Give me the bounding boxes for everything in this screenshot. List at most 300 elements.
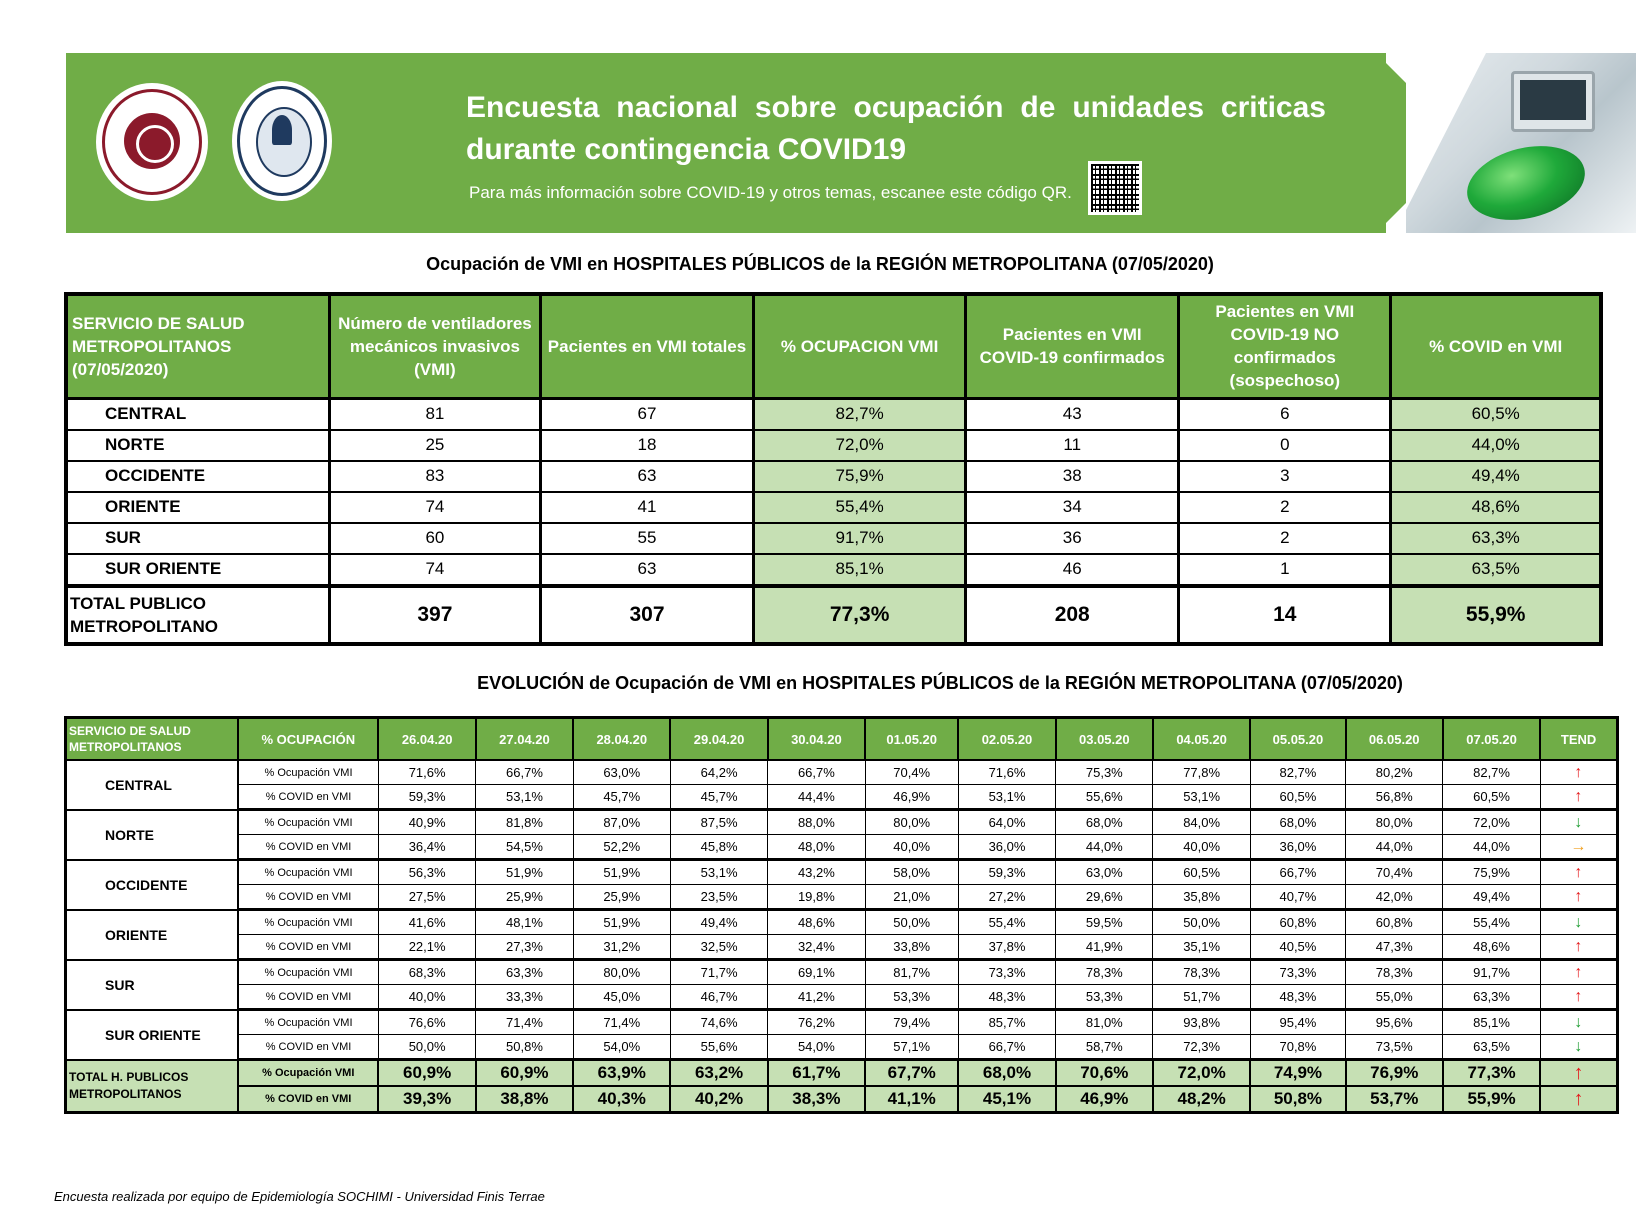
- table-row: [66, 523, 1601, 554]
- table-row: [66, 492, 1601, 523]
- table-cell: 1: [1179, 554, 1391, 586]
- table-cell: 3: [1179, 461, 1391, 492]
- value-cell: 63,9%: [573, 1060, 670, 1087]
- value-cell: 88,0%: [768, 810, 865, 835]
- value-cell: 82,7%: [1443, 760, 1540, 785]
- value-cell: 40,0%: [1153, 835, 1250, 860]
- table-cell: 74: [329, 492, 540, 523]
- trend-arrow-icon: ↑: [1574, 863, 1583, 881]
- value-cell: 53,1%: [670, 860, 767, 885]
- table-cell: 18: [540, 430, 753, 461]
- service-name: ORIENTE: [66, 492, 329, 523]
- value-cell: 38,8%: [476, 1086, 573, 1113]
- value-cell: 43,2%: [768, 860, 865, 885]
- value-cell: 95,6%: [1346, 1010, 1443, 1035]
- trend-cell: [1540, 935, 1617, 960]
- value-cell: 80,0%: [573, 960, 670, 985]
- value-cell: 40,7%: [1250, 885, 1345, 910]
- value-cell: 23,5%: [670, 885, 767, 910]
- value-cell: 84,0%: [1153, 810, 1250, 835]
- total-row: [66, 1086, 1618, 1113]
- value-cell: 95,4%: [1250, 1010, 1345, 1035]
- metric-label: % Ocupación VMI: [238, 910, 378, 935]
- table1-header: Pacientes en VMI COVID-19 NO confirmados (sospechoso): [1179, 294, 1391, 398]
- value-cell: 59,3%: [958, 860, 1055, 885]
- value-cell: 53,1%: [1153, 785, 1250, 810]
- table-cell: 85,1%: [754, 554, 966, 586]
- table-cell: 44,0%: [1391, 430, 1601, 461]
- table-row: [66, 398, 1601, 430]
- value-cell: 71,4%: [573, 1010, 670, 1035]
- value-cell: 36,4%: [378, 835, 475, 860]
- table-row: [66, 1010, 1618, 1035]
- value-cell: 45,0%: [573, 985, 670, 1010]
- trend-header: TEND: [1540, 718, 1617, 761]
- value-cell: 87,0%: [573, 810, 670, 835]
- table-row: [66, 985, 1618, 1010]
- table1-header: SERVICIO DE SALUD METROPOLITANOS (07/05/2020): [66, 294, 329, 398]
- value-cell: 56,3%: [378, 860, 475, 885]
- sochimi-logo: [96, 83, 208, 201]
- service-name: SUR: [66, 960, 239, 1010]
- value-cell: 71,6%: [958, 760, 1055, 785]
- table-cell: 43: [966, 398, 1179, 430]
- table-row: [66, 554, 1601, 586]
- value-cell: 53,3%: [1056, 985, 1153, 1010]
- value-cell: 80,2%: [1346, 760, 1443, 785]
- table-cell: 63: [540, 461, 753, 492]
- total-cell: 14: [1179, 586, 1391, 644]
- table2-header-service: SERVICIO DE SALUD METROPOLITANOS: [66, 718, 239, 761]
- value-cell: 75,9%: [1443, 860, 1540, 885]
- trend-cell: [1540, 1086, 1617, 1113]
- value-cell: 60,9%: [378, 1060, 475, 1087]
- value-cell: 77,8%: [1153, 760, 1250, 785]
- value-cell: 60,8%: [1346, 910, 1443, 935]
- metric-label: % Ocupación VMI: [238, 860, 378, 885]
- table2-title: EVOLUCIÓN de Ocupación de VMI en HOSPITALES PÚBLICOS de la REGIÓN METROPOLITANA (07/05/2020): [477, 673, 1403, 693]
- table-cell: 49,4%: [1391, 461, 1601, 492]
- table-row: [66, 860, 1618, 885]
- value-cell: 35,1%: [1153, 935, 1250, 960]
- total-cell: 77,3%: [754, 586, 966, 644]
- total-cell: 307: [540, 586, 753, 644]
- value-cell: 31,2%: [573, 935, 670, 960]
- date-header: 01.05.20: [865, 718, 958, 761]
- table-row: [66, 430, 1601, 461]
- trend-cell: [1540, 1010, 1617, 1035]
- table-row: [66, 835, 1618, 860]
- service-name: CENTRAL: [66, 398, 329, 430]
- value-cell: 25,9%: [573, 885, 670, 910]
- total-label: TOTAL PUBLICO METROPOLITANO: [66, 586, 329, 644]
- table-cell: 55,4%: [754, 492, 966, 523]
- value-cell: 46,9%: [1056, 1086, 1153, 1113]
- date-header: 05.05.20: [1250, 718, 1345, 761]
- date-header: 02.05.20: [958, 718, 1055, 761]
- trend-arrow-icon: ↑: [1574, 987, 1583, 1005]
- value-cell: 73,3%: [958, 960, 1055, 985]
- value-cell: 40,3%: [573, 1086, 670, 1113]
- metric-label: % COVID en VMI: [238, 785, 378, 810]
- table1-header: % COVID en VMI: [1391, 294, 1601, 398]
- metric-label: % COVID en VMI: [238, 835, 378, 860]
- value-cell: 91,7%: [1443, 960, 1540, 985]
- value-cell: 58,7%: [1056, 1035, 1153, 1060]
- total-row: [66, 586, 1601, 644]
- value-cell: 40,0%: [378, 985, 475, 1010]
- value-cell: 46,9%: [865, 785, 958, 810]
- service-name: OCCIDENTE: [66, 461, 329, 492]
- value-cell: 87,5%: [670, 810, 767, 835]
- value-cell: 53,1%: [958, 785, 1055, 810]
- value-cell: 85,7%: [958, 1010, 1055, 1035]
- value-cell: 77,3%: [1443, 1060, 1540, 1087]
- table1-header: Pacientes en VMI COVID-19 confirmados: [966, 294, 1179, 398]
- value-cell: 25,9%: [476, 885, 573, 910]
- value-cell: 27,3%: [476, 935, 573, 960]
- banner-subtitle: Para más información sobre COVID-19 y otros temas, escanee este código QR.: [469, 183, 1072, 202]
- service-name: OCCIDENTE: [66, 860, 239, 910]
- value-cell: 48,6%: [768, 910, 865, 935]
- trend-arrow-icon: ↑: [1573, 1087, 1584, 1110]
- table-cell: 60,5%: [1391, 398, 1601, 430]
- table-cell: 83: [329, 461, 540, 492]
- value-cell: 44,4%: [768, 785, 865, 810]
- value-cell: 66,7%: [958, 1035, 1055, 1060]
- value-cell: 37,8%: [958, 935, 1055, 960]
- metric-label: % COVID en VMI: [238, 935, 378, 960]
- value-cell: 73,3%: [1250, 960, 1345, 985]
- qr-code-icon[interactable]: [1088, 161, 1142, 215]
- value-cell: 50,8%: [476, 1035, 573, 1060]
- value-cell: 72,0%: [1153, 1060, 1250, 1087]
- value-cell: 55,4%: [1443, 910, 1540, 935]
- trend-cell: [1540, 910, 1617, 935]
- value-cell: 57,1%: [865, 1035, 958, 1060]
- value-cell: 44,0%: [1346, 835, 1443, 860]
- table-cell: 74: [329, 554, 540, 586]
- table-row: [66, 960, 1618, 985]
- value-cell: 36,0%: [958, 835, 1055, 860]
- ambu-bag-image: [1459, 135, 1592, 232]
- footer-note: Encuesta realizada por equipo de Epidemiología SOCHIMI - Universidad Finis Terrae: [54, 1189, 545, 1204]
- table2-header-metric: % OCUPACIÓN: [238, 718, 378, 761]
- value-cell: 19,8%: [768, 885, 865, 910]
- value-cell: 21,0%: [865, 885, 958, 910]
- value-cell: 70,6%: [1056, 1060, 1153, 1087]
- header-banner: [66, 53, 1636, 233]
- date-header: 27.04.20: [476, 718, 573, 761]
- value-cell: 38,3%: [768, 1086, 865, 1113]
- value-cell: 60,5%: [1250, 785, 1345, 810]
- table-row: [66, 810, 1618, 835]
- value-cell: 70,4%: [1346, 860, 1443, 885]
- service-name: NORTE: [66, 810, 239, 860]
- finis-terrae-logo: [232, 81, 332, 201]
- service-name: ORIENTE: [66, 910, 239, 960]
- table-cell: 34: [966, 492, 1179, 523]
- value-cell: 79,4%: [865, 1010, 958, 1035]
- table-row: [66, 910, 1618, 935]
- value-cell: 63,0%: [573, 760, 670, 785]
- table-row: [66, 760, 1618, 785]
- value-cell: 71,6%: [378, 760, 475, 785]
- value-cell: 74,9%: [1250, 1060, 1345, 1087]
- value-cell: 50,0%: [1153, 910, 1250, 935]
- value-cell: 74,6%: [670, 1010, 767, 1035]
- value-cell: 69,1%: [768, 960, 865, 985]
- table-cell: 46: [966, 554, 1179, 586]
- table1-header: % OCUPACION VMI: [754, 294, 966, 398]
- value-cell: 48,0%: [768, 835, 865, 860]
- value-cell: 78,3%: [1346, 960, 1443, 985]
- value-cell: 81,8%: [476, 810, 573, 835]
- value-cell: 73,5%: [1346, 1035, 1443, 1060]
- value-cell: 33,8%: [865, 935, 958, 960]
- banner-title: Encuesta nacional sobre ocupación de unidades criticas durante contingencia COVID19: [466, 91, 1326, 166]
- value-cell: 40,9%: [378, 810, 475, 835]
- value-cell: 55,6%: [1056, 785, 1153, 810]
- value-cell: 46,7%: [670, 985, 767, 1010]
- table-row: [66, 461, 1601, 492]
- value-cell: 48,2%: [1153, 1086, 1250, 1113]
- table-cell: 11: [966, 430, 1179, 461]
- value-cell: 40,5%: [1250, 935, 1345, 960]
- value-cell: 54,0%: [768, 1035, 865, 1060]
- date-header: 28.04.20: [573, 718, 670, 761]
- value-cell: 41,6%: [378, 910, 475, 935]
- table-cell: 38: [966, 461, 1179, 492]
- value-cell: 55,4%: [958, 910, 1055, 935]
- table-cell: 25: [329, 430, 540, 461]
- value-cell: 27,5%: [378, 885, 475, 910]
- value-cell: 80,0%: [865, 810, 958, 835]
- value-cell: 93,8%: [1153, 1010, 1250, 1035]
- value-cell: 72,0%: [1443, 810, 1540, 835]
- value-cell: 41,1%: [865, 1086, 958, 1113]
- value-cell: 41,9%: [1056, 935, 1153, 960]
- value-cell: 63,2%: [670, 1060, 767, 1087]
- table1-header: Pacientes en VMI totales: [540, 294, 753, 398]
- table-cell: 81: [329, 398, 540, 430]
- value-cell: 48,1%: [476, 910, 573, 935]
- trend-arrow-icon: ↓: [1574, 1037, 1583, 1055]
- table-row: [66, 885, 1618, 910]
- metric-label: % COVID en VMI: [238, 985, 378, 1010]
- trend-arrow-icon: ↑: [1574, 787, 1583, 805]
- value-cell: 53,7%: [1346, 1086, 1443, 1113]
- occupancy-table: [64, 292, 1603, 646]
- value-cell: 54,0%: [573, 1035, 670, 1060]
- trend-arrow-icon: ↑: [1574, 963, 1583, 981]
- table-cell: 72,0%: [754, 430, 966, 461]
- value-cell: 85,1%: [1443, 1010, 1540, 1035]
- value-cell: 39,3%: [378, 1086, 475, 1113]
- value-cell: 76,6%: [378, 1010, 475, 1035]
- value-cell: 71,7%: [670, 960, 767, 985]
- value-cell: 52,2%: [573, 835, 670, 860]
- value-cell: 59,5%: [1056, 910, 1153, 935]
- value-cell: 81,7%: [865, 960, 958, 985]
- value-cell: 42,0%: [1346, 885, 1443, 910]
- date-header: 30.04.20: [768, 718, 865, 761]
- trend-arrow-icon: ↓: [1574, 913, 1583, 931]
- trend-cell: [1540, 810, 1617, 835]
- value-cell: 71,4%: [476, 1010, 573, 1035]
- table1-header: Número de ventiladores mecánicos invasivos (VMI): [329, 294, 540, 398]
- trend-arrow-icon: ↑: [1574, 937, 1583, 955]
- value-cell: 68,0%: [1056, 810, 1153, 835]
- trend-cell: [1540, 760, 1617, 785]
- table-cell: 60: [329, 523, 540, 554]
- trend-arrow-icon: ↑: [1573, 1061, 1584, 1084]
- value-cell: 51,9%: [476, 860, 573, 885]
- table-row: [66, 1035, 1618, 1060]
- value-cell: 63,0%: [1056, 860, 1153, 885]
- value-cell: 55,6%: [670, 1035, 767, 1060]
- table-cell: 36: [966, 523, 1179, 554]
- value-cell: 63,5%: [1443, 1035, 1540, 1060]
- value-cell: 70,4%: [865, 760, 958, 785]
- value-cell: 41,2%: [768, 985, 865, 1010]
- table-cell: 48,6%: [1391, 492, 1601, 523]
- table-cell: 2: [1179, 492, 1391, 523]
- value-cell: 40,2%: [670, 1086, 767, 1113]
- value-cell: 22,1%: [378, 935, 475, 960]
- table-cell: 6: [1179, 398, 1391, 430]
- value-cell: 81,0%: [1056, 1010, 1153, 1035]
- metric-label: % Ocupación VMI: [238, 810, 378, 835]
- metric-label: % Ocupación VMI: [238, 760, 378, 785]
- value-cell: 49,4%: [1443, 885, 1540, 910]
- trend-cell: [1540, 835, 1617, 860]
- trend-cell: [1540, 985, 1617, 1010]
- table-cell: 67: [540, 398, 753, 430]
- value-cell: 47,3%: [1346, 935, 1443, 960]
- value-cell: 63,3%: [476, 960, 573, 985]
- value-cell: 68,0%: [1250, 810, 1345, 835]
- value-cell: 27,2%: [958, 885, 1055, 910]
- value-cell: 60,5%: [1443, 785, 1540, 810]
- date-header: 06.05.20: [1346, 718, 1443, 761]
- value-cell: 76,9%: [1346, 1060, 1443, 1087]
- date-header: 04.05.20: [1153, 718, 1250, 761]
- metric-label: % COVID en VMI: [238, 1035, 378, 1060]
- total-cell: 208: [966, 586, 1179, 644]
- value-cell: 66,7%: [1250, 860, 1345, 885]
- value-cell: 80,0%: [1346, 810, 1443, 835]
- value-cell: 32,5%: [670, 935, 767, 960]
- value-cell: 48,3%: [1250, 985, 1345, 1010]
- value-cell: 29,6%: [1056, 885, 1153, 910]
- table-cell: 82,7%: [754, 398, 966, 430]
- trend-cell: [1540, 785, 1617, 810]
- value-cell: 60,9%: [476, 1060, 573, 1087]
- value-cell: 66,7%: [476, 760, 573, 785]
- metric-label: % COVID en VMI: [238, 1086, 378, 1113]
- value-cell: 40,0%: [865, 835, 958, 860]
- value-cell: 64,2%: [670, 760, 767, 785]
- total-cell: 55,9%: [1391, 586, 1601, 644]
- trend-cell: [1540, 960, 1617, 985]
- value-cell: 50,8%: [1250, 1086, 1345, 1113]
- trend-arrow-icon: →: [1570, 837, 1587, 855]
- value-cell: 66,7%: [768, 760, 865, 785]
- metric-label: % Ocupación VMI: [238, 1060, 378, 1087]
- value-cell: 75,3%: [1056, 760, 1153, 785]
- table-cell: 55: [540, 523, 753, 554]
- table-cell: 63,3%: [1391, 523, 1601, 554]
- date-header: 03.05.20: [1056, 718, 1153, 761]
- service-name: SUR: [66, 523, 329, 554]
- table-row: [66, 785, 1618, 810]
- value-cell: 56,8%: [1346, 785, 1443, 810]
- table-cell: 2: [1179, 523, 1391, 554]
- table-cell: 91,7%: [754, 523, 966, 554]
- table-cell: 63: [540, 554, 753, 586]
- trend-arrow-icon: ↓: [1574, 1013, 1583, 1031]
- table-cell: 75,9%: [754, 461, 966, 492]
- value-cell: 45,7%: [573, 785, 670, 810]
- metric-label: % Ocupación VMI: [238, 960, 378, 985]
- value-cell: 55,0%: [1346, 985, 1443, 1010]
- value-cell: 36,0%: [1250, 835, 1345, 860]
- value-cell: 44,0%: [1443, 835, 1540, 860]
- date-header: 26.04.20: [378, 718, 475, 761]
- value-cell: 61,7%: [768, 1060, 865, 1087]
- trend-arrow-icon: ↑: [1574, 887, 1583, 905]
- value-cell: 51,9%: [573, 910, 670, 935]
- value-cell: 55,9%: [1443, 1086, 1540, 1113]
- value-cell: 72,3%: [1153, 1035, 1250, 1060]
- trend-cell: [1540, 1035, 1617, 1060]
- value-cell: 68,0%: [958, 1060, 1055, 1087]
- value-cell: 44,0%: [1056, 835, 1153, 860]
- total-row: [66, 1060, 1618, 1087]
- service-name: NORTE: [66, 430, 329, 461]
- trend-cell: [1540, 885, 1617, 910]
- table-cell: 63,5%: [1391, 554, 1601, 586]
- service-name: CENTRAL: [66, 760, 239, 810]
- value-cell: 35,8%: [1153, 885, 1250, 910]
- trend-arrow-icon: ↑: [1574, 763, 1583, 781]
- value-cell: 67,7%: [865, 1060, 958, 1087]
- value-cell: 45,7%: [670, 785, 767, 810]
- value-cell: 33,3%: [476, 985, 573, 1010]
- value-cell: 68,3%: [378, 960, 475, 985]
- table-row: [66, 935, 1618, 960]
- value-cell: 51,9%: [573, 860, 670, 885]
- metric-label: % Ocupación VMI: [238, 1010, 378, 1035]
- value-cell: 53,1%: [476, 785, 573, 810]
- value-cell: 76,2%: [768, 1010, 865, 1035]
- value-cell: 60,5%: [1153, 860, 1250, 885]
- value-cell: 60,8%: [1250, 910, 1345, 935]
- service-name: SUR ORIENTE: [66, 1010, 239, 1060]
- value-cell: 70,8%: [1250, 1035, 1345, 1060]
- value-cell: 50,0%: [378, 1035, 475, 1060]
- table-cell: 0: [1179, 430, 1391, 461]
- value-cell: 78,3%: [1056, 960, 1153, 985]
- value-cell: 54,5%: [476, 835, 573, 860]
- table-cell: 41: [540, 492, 753, 523]
- value-cell: 82,7%: [1250, 760, 1345, 785]
- value-cell: 48,3%: [958, 985, 1055, 1010]
- value-cell: 49,4%: [670, 910, 767, 935]
- trend-cell: [1540, 1060, 1617, 1087]
- service-name: SUR ORIENTE: [66, 554, 329, 586]
